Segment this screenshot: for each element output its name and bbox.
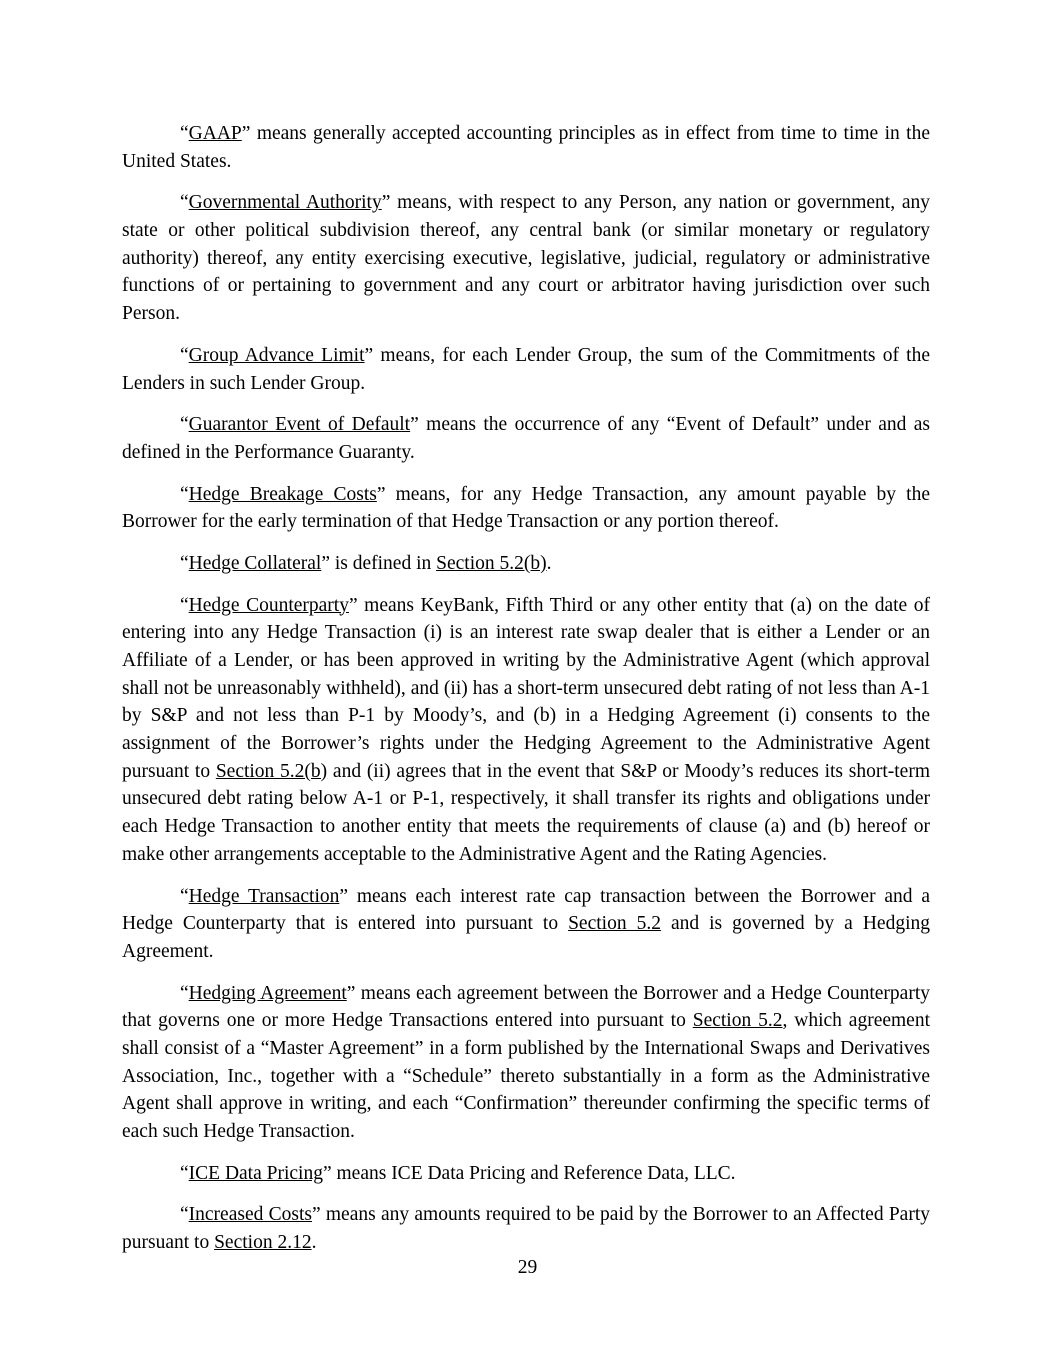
section-cross-reference[interactable]: Section 5.2 (692, 1010, 783, 1032)
section-cross-reference[interactable]: Section 2.12 (214, 1232, 312, 1254)
section-cross-reference[interactable]: Section 5.2(b) (436, 552, 547, 574)
defined-term: Guarantor Event of Default (188, 414, 411, 436)
definition-paragraph-hedge-counterparty (122, 592, 930, 869)
quote-open: “ (180, 1162, 189, 1184)
definition-text-after: , which agreement shall consist of a “Master Agreement” in a form published by the International Swaps and Derivatives Association, Inc., together with a “Schedule” thereto substantially in a form as the Administrative Agent shall approve in writing, and each “Confirmation” thereunder confirming the specific terms of each such Hedge Transaction. (122, 1010, 931, 1142)
definition-text: ” means generally accepted accounting principles as in effect from time to time in the United States. (122, 123, 930, 172)
quote-open: “ (180, 414, 189, 436)
section-cross-reference[interactable]: Section 5.2 (568, 913, 661, 935)
definition-text: ” means the occurrence of any “Event of Default” under and as defined in the Performance Guaranty. (122, 414, 931, 463)
definition-paragraph-group-advance-limit (122, 342, 930, 397)
definition-text-before: ” means each agreement between the Borrower and a Hedge Counterparty that governs one or more Hedge Transactions entered into pursuant to (122, 982, 930, 1032)
document-body (122, 120, 930, 1257)
defined-term: ICE Data Pricing (188, 1162, 323, 1184)
definition-paragraph-guarantor-event-of-default (122, 411, 930, 466)
definition-text-after: and is governed by a Hedging Agreement. (122, 913, 930, 962)
quote-open: “ (180, 344, 189, 366)
definition-text: ” means, for each Lender Group, the sum of the Commitments of the Lenders in such Lender Group. (122, 344, 930, 394)
definition-text-after: . (311, 1232, 317, 1254)
defined-term: Hedging Agreement (188, 982, 347, 1004)
defined-term: Hedge Counterparty (188, 594, 349, 616)
defined-term: Governmental Authority (188, 192, 382, 214)
defined-term: Hedge Breakage Costs (188, 483, 377, 505)
defined-term: Hedge Transaction (188, 885, 340, 907)
quote-open: “ (180, 594, 189, 616)
definition-text: ” means ICE Data Pricing and Reference Data, LLC. (322, 1162, 736, 1184)
definition-paragraph-hedge-breakage-costs (122, 481, 930, 536)
definition-text-before: ” means each interest rate cap transaction between the Borrower and a Hedge Counterparty that is entered into pursuant to (122, 885, 930, 935)
definition-paragraph-increased-costs (122, 1201, 930, 1256)
defined-term: Increased Costs (188, 1204, 312, 1226)
quote-open: “ (180, 885, 189, 907)
definition-paragraph-gaap (122, 120, 930, 175)
definition-paragraph-governmental-authority (122, 189, 930, 327)
quote-open: “ (180, 982, 189, 1004)
defined-term: Group Advance Limit (188, 344, 365, 366)
definition-text-before: ” is defined in (321, 552, 437, 574)
definition-paragraph-hedge-transaction (122, 883, 930, 966)
quote-open: “ (180, 192, 189, 214)
defined-term: GAAP (188, 123, 242, 144)
definition-paragraph-hedging-agreement (122, 980, 930, 1146)
defined-term: Hedge Collateral (188, 552, 322, 574)
page-number: 29 (517, 1257, 538, 1278)
quote-open: “ (180, 1204, 189, 1226)
definition-paragraph-hedge-collateral (122, 550, 930, 578)
section-cross-reference[interactable]: Section 5.2(b) (215, 760, 328, 782)
definition-text-after: and (ii) agrees that in the event that S&P or Moody’s reduces its short-term unsecured debt rating below A-1 or P-1, respectively, it shall transfer its rights and obligations under each Hedge Transaction to another entity that meets the requirements of clause (a) and (b) hereof or make other arrangements acceptable to the Administrative Agent and the Rating Agencies. (122, 760, 930, 865)
quote-open: “ (180, 552, 189, 574)
definition-paragraph-ice-data-pricing (122, 1160, 930, 1188)
definition-text: ” means, for any Hedge Transaction, any amount payable by the Borrower for the early termination of that Hedge Transaction or any portion thereof. (122, 483, 930, 533)
definition-text-before: ” means any amounts required to be paid by the Borrower to an Affected Party pursuant to (122, 1204, 930, 1254)
definition-text-after: . (546, 552, 552, 574)
definition-text: ” means, with respect to any Person, any nation or government, any state or other political subdivision thereof, any central bank (or similar monetary or regulatory authority) thereof, any entity exercising executive, legislative, judicial, regulatory or administrative functions of or pertaining to government and any court or arbitrator having jurisdiction over such Person. (122, 192, 930, 325)
quote-open: “ (180, 123, 189, 144)
quote-open: “ (180, 483, 189, 505)
definition-text-before: ” means KeyBank, Fifth Third or any other entity that (a) on the date of entering into any Hedge Transaction (i) is an interest rate swap dealer that is either a Lender or an Affiliate of a Lender, or has been approved in writing by the Administrative Agent (which approval shall not be unreasonably withheld), and (ii) has a short-term unsecured debt rating of not less than A-1 by S&P and not less than P-1 by Moody’s, and (b) in a Hedging Agreement (i) consents to the assignment of the Borrower’s rights under the Hedging Agreement to the Administrative Agent pursuant to (122, 594, 930, 782)
